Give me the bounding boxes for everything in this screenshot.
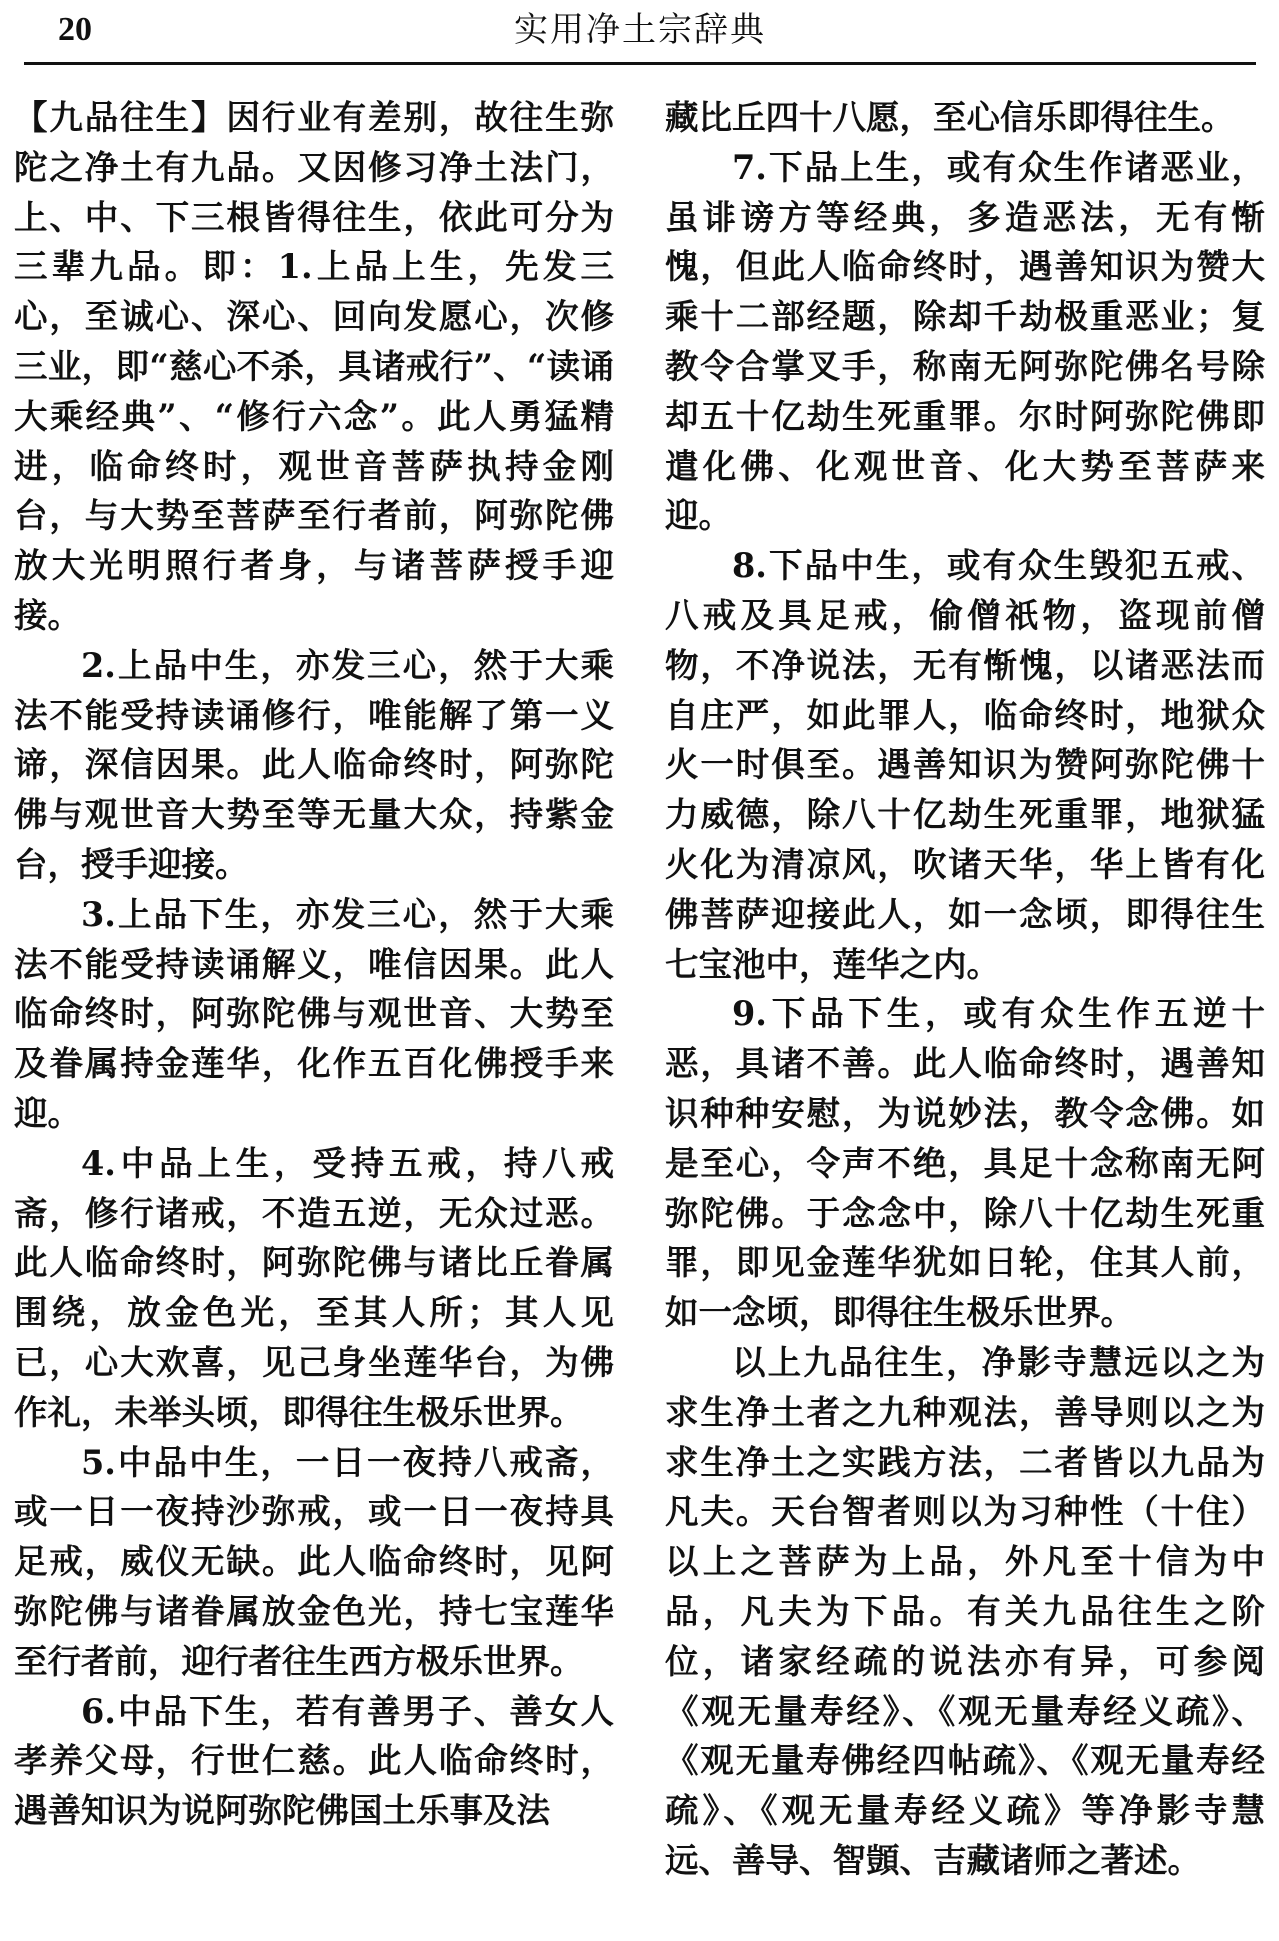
paragraph-8: 8.下品中生，或有众生毁犯五戒、八戒及具足戒，偷僧祇物，盗现前僧物，不净说法，无有惭愧，以诸恶法而自庄严，如此罪人，临命终时，地狱众火一时俱至。遇善知识为赞阿弥陀佛十力威德，除八十亿劫生死重罪，地狱猛火化为清凉风，吹诸天华，华上皆有化佛菩萨迎接此人，如一念顷，即得往生七宝池中，莲华之内。	[665, 546, 1265, 984]
paragraph-10: 以上九品往生，净影寺慧远以之为求生净土者之九种观法，善导则以之为求生净土之实践方法，二者皆以九品为凡夫。天台智者则以为习种性（十住）以上之菩萨为上品，外凡至十信为中品，凡夫为下品。有关九品往生之阶位，诸家经疏的说法亦有异，可参阅《观无量寿经》、《观无量寿经义疏》、《观无量寿佛经四帖疏》、《观无量寿经疏》、《观无量寿经义疏》等净影寺慧远、善导、智顗、吉藏诸师之著述。	[665, 1342, 1265, 1880]
paragraph-9: 9.下品下生，或有众生作五逆十恶，具诸不善。此人临命终时，遇善知识种种安慰，为说妙法，教令念佛。如是至心，令声不绝，具足十念称南无阿弥陀佛。于念念中，除八十亿劫生死重罪，即见金莲华犹如日轮，住其人前，如一念顷，即得往生极乐世界。	[665, 994, 1265, 1333]
entry-intro-paragraph	[14, 93, 614, 641]
paragraph-3: 3.上品下生，亦发三心，然于大乘法不能受持读诵解义，唯信因果。此人临命终时，阿弥陀佛与观世音、大势至及眷属持金莲华，化作五百化佛授手来迎。	[14, 894, 614, 1133]
left-column	[14, 93, 614, 1836]
page-header	[24, 0, 1256, 65]
running-title: 实用净土宗辞典	[514, 10, 766, 50]
paragraph-6: 6.中品下生，若有善男子、善女人孝养父母，行世仁慈。此人临命终时，遇善知识为说阿弥陀佛国土乐事及法	[14, 1691, 614, 1831]
paragraph-2: 2.上品中生，亦发三心，然于大乘法不能受持读诵修行，唯能解了第一义谛，深信因果。此人临命终时，阿弥陀佛与观世音大势至等无量大众，持紫金台，授手迎接。	[14, 645, 614, 884]
paragraph-6-continued: 藏比丘四十八愿，至心信乐即得往生。	[665, 98, 1235, 137]
entry-intro-text: 因行业有差别，故往生弥陀之净土有九品。又因修习净土法门，上、中、下三根皆得往生，依此可分为三辈九品。即：1.上品上生，先发三心，至诚心、深心、回向发愿心，次修三业，即“慈心不杀，具诸戒行”、“读诵大乘经典”、“修行六念”。此人勇猛精进，临命终时，观世音菩萨执持金刚台，与大势至菩萨至行者前，阿弥陀佛放大光明照行者身，与诸菩萨授手迎接。	[14, 98, 614, 635]
paragraph-7: 7.下品上生，或有众生作诸恶业，虽诽谤方等经典，多造恶法，无有惭愧，但此人临命终时，遇善知识为赞大乘十二部经题，除却千劫极重恶业；复教令合掌叉手，称南无阿弥陀佛名号除却五十亿劫生死重罪。尔时阿弥陀佛即遣化佛、化观世音、化大势至菩萨来迎。	[665, 147, 1265, 536]
page-number: 20	[58, 11, 92, 48]
paragraph-4: 4.中品上生，受持五戒，持八戒斋，修行诸戒，不造五逆，无众过恶。此人临命终时，阿弥陀佛与诸比丘眷属围绕，放金色光，至其人所；其人见已，心大欢喜，见己身坐莲华台，为佛作礼，未举头顷，即得往生极乐世界。	[14, 1143, 614, 1432]
entry-heading: 【九品往生】	[14, 98, 227, 137]
paragraph-5: 5.中品中生，一日一夜持八戒斋，或一日一夜持沙弥戒，或一日一夜持具足戒，威仪无缺。此人临命终时，见阿弥陀佛与诸眷属放金色光，持七宝莲华至行者前，迎行者往生西方极乐世界。	[14, 1442, 614, 1681]
right-column	[665, 93, 1265, 1886]
